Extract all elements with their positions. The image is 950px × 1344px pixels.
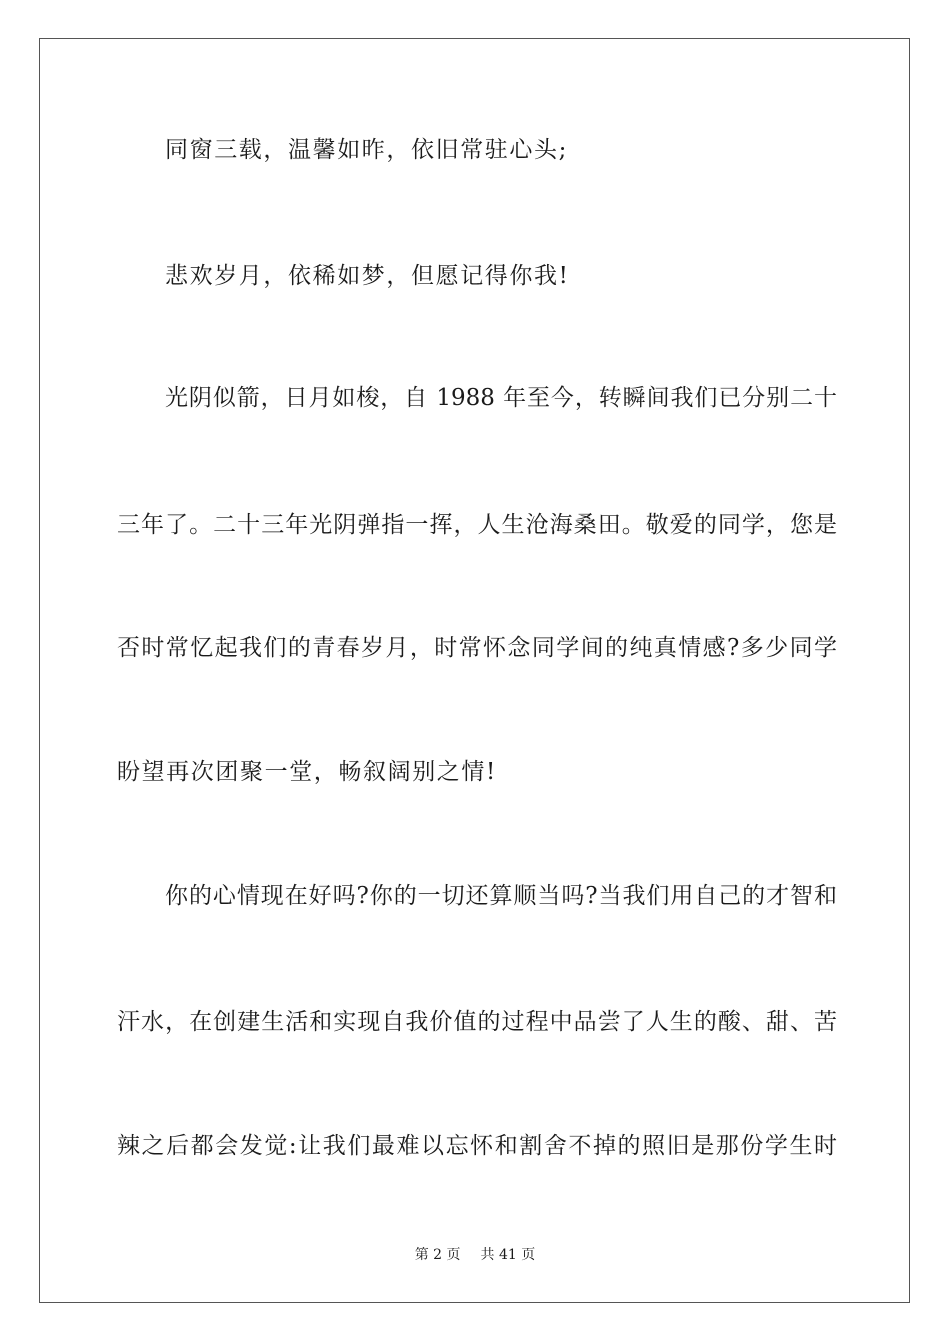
page-border	[39, 38, 910, 1303]
text-line-1: 同窗三载，温馨如昨，依旧常驻心头;	[165, 137, 568, 163]
text-line-6: 盼望再次团聚一堂，畅叙阔别之情!	[117, 759, 497, 785]
text-line-4: 三年了。二十三年光阴弹指一挥，人生沧海桑田。敬爱的同学，您是	[117, 512, 837, 538]
text-line-7: 你的心情现在好吗?你的一切还算顺当吗?当我们用自己的才智和	[165, 883, 837, 909]
text-line-2: 悲欢岁月，依稀如梦，但愿记得你我!	[165, 263, 570, 289]
text-line-5: 否时常忆起我们的青春岁月，时常怀念同学间的纯真情感?多少同学	[117, 635, 837, 661]
total-pages: 共 41 页	[480, 1247, 536, 1263]
text-line-9: 辣之后都会发觉:让我们最难以忘怀和割舍不掉的照旧是那份学生时	[117, 1133, 837, 1159]
text-line-8: 汗水，在创建生活和实现自我价值的过程中品尝了人生的酸、甜、苦	[117, 1009, 837, 1035]
page-footer	[0, 1246, 950, 1264]
page-number: 第 2 页	[414, 1247, 461, 1263]
text-line-3: 光阴似箭，日月如梭，自 1988 年至今，转瞬间我们已分别二十	[165, 385, 837, 411]
